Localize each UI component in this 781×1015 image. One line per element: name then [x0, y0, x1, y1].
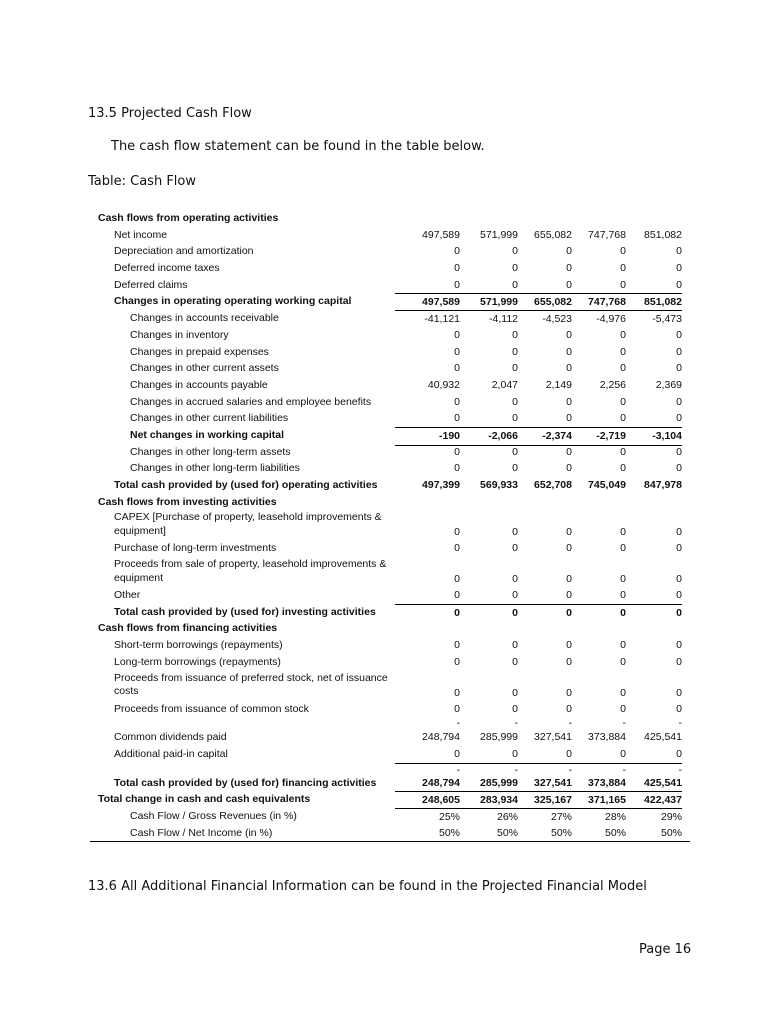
row-value: 0 — [620, 686, 626, 699]
row-value: 0 — [620, 573, 626, 586]
row-value: 0 — [676, 245, 682, 258]
row-value: 0 — [620, 526, 626, 539]
row-value: 373,884 — [588, 731, 626, 744]
row-value: 285,999 — [480, 731, 518, 744]
row-value: 371,165 — [588, 794, 626, 807]
table-row — [90, 763, 690, 775]
table-row — [90, 654, 690, 671]
table-row — [90, 243, 690, 260]
row-value: 0 — [512, 262, 518, 275]
row-value: 50% — [660, 826, 682, 839]
row-value: 0 — [512, 639, 518, 652]
row-value: 29% — [660, 810, 682, 823]
row-value: 0 — [512, 445, 518, 458]
row-value: 40,932 — [427, 378, 460, 391]
row-value: 0 — [566, 606, 572, 619]
row-value: 0 — [620, 589, 626, 602]
row-label: Changes in other long-term liabilities — [130, 462, 300, 475]
row-label: Long-term borrowings (repayments) — [114, 655, 281, 668]
row-value: 0 — [454, 589, 460, 602]
row-value: 0 — [676, 395, 682, 408]
table-row — [90, 637, 690, 654]
row-value: 0 — [512, 245, 518, 258]
row-value: 0 — [512, 412, 518, 425]
row-value: 0 — [566, 542, 572, 555]
row-value: 0 — [512, 395, 518, 408]
table-row — [90, 377, 690, 394]
row-value: 0 — [620, 655, 626, 668]
row-value: 0 — [620, 606, 626, 619]
row-value: 0 — [620, 262, 626, 275]
row-label: Changes in operating operating working capital — [114, 295, 352, 308]
row-value: 2,369 — [655, 378, 682, 391]
row-value: 0 — [454, 686, 460, 699]
row-value: 0 — [676, 278, 682, 291]
row-value: 0 — [676, 573, 682, 586]
table-row — [90, 671, 690, 701]
row-value: 0 — [676, 702, 682, 715]
row-value: 0 — [454, 362, 460, 375]
table-row — [90, 327, 690, 344]
row-value: 0 — [676, 328, 682, 341]
row-value: 497,399 — [422, 479, 460, 491]
row-label: Purchase of long-term investments — [114, 542, 277, 555]
row-value: 571,999 — [480, 296, 518, 309]
table-row — [90, 510, 690, 540]
table-row — [90, 775, 690, 792]
table-row — [90, 427, 690, 444]
row-label: Cash flows from operating activities — [98, 212, 279, 224]
table-row — [90, 717, 690, 729]
row-value: 0 — [620, 747, 626, 760]
table-row — [90, 310, 690, 327]
row-value: 0 — [676, 462, 682, 475]
row-label: Other — [114, 589, 141, 602]
row-value: -2,066 — [488, 429, 518, 442]
row-value: 25% — [438, 810, 460, 823]
row-value: - — [678, 717, 682, 730]
table-row — [90, 360, 690, 377]
row-label: Proceeds from issuance of common stock — [114, 702, 309, 715]
row-value: 327,541 — [534, 776, 572, 789]
row-value: 0 — [454, 747, 460, 760]
cash-flow-table — [90, 210, 690, 842]
row-label: Deferred income taxes — [114, 262, 220, 275]
row-label: Changes in accrued salaries and employee benefits — [130, 395, 372, 408]
row-value: 373,884 — [588, 776, 626, 789]
row-value: 0 — [676, 412, 682, 425]
row-value: 0 — [512, 747, 518, 760]
row-label: Total cash provided by (used for) financing activities — [114, 776, 377, 789]
row-value: 0 — [620, 278, 626, 291]
row-label: Common dividends paid — [114, 731, 227, 744]
row-value: 283,934 — [480, 794, 518, 807]
row-value: 0 — [620, 542, 626, 555]
row-value: 425,541 — [644, 776, 682, 789]
row-value: 0 — [454, 702, 460, 715]
row-value: 0 — [512, 655, 518, 668]
row-label: Changes in accounts receivable — [130, 312, 279, 325]
row-value: 0 — [454, 345, 460, 358]
row-value: 0 — [620, 328, 626, 341]
table-row — [90, 587, 690, 604]
row-value: -41,121 — [424, 313, 460, 326]
row-value: 0 — [566, 639, 572, 652]
row-value: 422,437 — [644, 794, 682, 807]
row-value: 655,082 — [534, 228, 572, 241]
row-label: Changes in other long-term assets — [130, 445, 291, 458]
row-value: 50% — [604, 826, 626, 839]
row-value: 0 — [676, 345, 682, 358]
row-label: Cash Flow / Gross Revenues (in %) — [130, 809, 297, 822]
row-value: 0 — [512, 573, 518, 586]
row-value: 0 — [676, 639, 682, 652]
row-value: -5,473 — [652, 313, 682, 326]
row-value: 26% — [496, 810, 518, 823]
row-value: 0 — [454, 526, 460, 539]
table-row — [90, 791, 690, 808]
row-value: 0 — [566, 573, 572, 586]
row-label: Cash Flow / Net Income (in %) — [130, 826, 273, 839]
table-row — [90, 210, 690, 227]
row-value: 27% — [550, 810, 572, 823]
row-value: 327,541 — [534, 731, 572, 744]
row-value: 497,589 — [422, 296, 460, 309]
row-label: Total cash provided by (used for) operating activities — [114, 479, 378, 491]
row-value: 0 — [454, 542, 460, 555]
row-label: Additional paid-in capital — [114, 747, 228, 760]
row-value: 0 — [566, 362, 572, 375]
row-value: 285,999 — [480, 776, 518, 789]
row-label: Total change in cash and cash equivalents — [98, 793, 311, 806]
row-value: 0 — [620, 702, 626, 715]
table-row — [90, 277, 690, 294]
row-value: 851,082 — [644, 228, 682, 241]
row-label: Cash flows from financing activities — [98, 622, 278, 635]
row-value: 248,794 — [422, 731, 460, 744]
table-row — [90, 444, 690, 461]
table-caption: Table: Cash Flow — [88, 174, 196, 189]
table-row — [90, 460, 690, 477]
row-value: - — [456, 717, 460, 730]
row-label: Proceeds from sale of property, leasehold improvements & equipment — [114, 558, 387, 584]
table-row — [90, 260, 690, 277]
row-value: 0 — [620, 412, 626, 425]
row-value: 0 — [454, 328, 460, 341]
row-value: 0 — [566, 262, 572, 275]
row-value: 0 — [512, 362, 518, 375]
table-row — [90, 746, 690, 763]
row-value: 0 — [454, 278, 460, 291]
row-value: 0 — [566, 589, 572, 602]
row-value: 0 — [512, 345, 518, 358]
page-number: Page 16 — [639, 942, 692, 957]
row-value: 0 — [676, 542, 682, 555]
row-value: -4,112 — [489, 313, 518, 326]
table-row — [90, 494, 690, 511]
table-row — [90, 227, 690, 244]
table-row — [90, 557, 690, 587]
row-value: 0 — [566, 345, 572, 358]
table-row — [90, 701, 690, 718]
row-value: 0 — [512, 702, 518, 715]
row-value: 0 — [620, 345, 626, 358]
row-value: 0 — [566, 395, 572, 408]
row-value: 0 — [676, 686, 682, 699]
row-value: 0 — [676, 526, 682, 539]
row-label: Depreciation and amortization — [114, 245, 254, 258]
row-label: CAPEX [Purchase of property, leasehold improvements & equipment] — [114, 511, 382, 537]
row-value: 497,589 — [422, 228, 460, 241]
row-value: 0 — [454, 573, 460, 586]
row-value: 655,082 — [534, 296, 572, 309]
row-value: 0 — [566, 526, 572, 539]
row-label: Cash flows from investing activities — [98, 495, 277, 508]
row-value: - — [622, 717, 626, 730]
row-value: 0 — [620, 445, 626, 458]
row-value: 0 — [676, 445, 682, 458]
row-value: 0 — [566, 328, 572, 341]
row-label: Changes in other current liabilities — [130, 412, 289, 425]
row-value: 0 — [512, 278, 518, 291]
row-value: 0 — [620, 362, 626, 375]
row-value: 0 — [676, 262, 682, 275]
row-value: 0 — [676, 655, 682, 668]
row-value: - — [514, 717, 518, 730]
row-label: Net income — [114, 228, 168, 241]
row-label: Short-term borrowings (repayments) — [114, 639, 283, 652]
row-value: 0 — [566, 445, 572, 458]
table-row — [90, 604, 690, 621]
row-value: 0 — [512, 328, 518, 341]
row-label: Proceeds from issuance of preferred stock, net of issuance costs — [114, 671, 388, 697]
row-label: Changes in inventory — [130, 328, 229, 341]
row-value: 0 — [454, 395, 460, 408]
row-value: 0 — [512, 526, 518, 539]
row-value: -190 — [438, 429, 460, 442]
row-value: 0 — [454, 639, 460, 652]
row-value: - — [622, 763, 626, 776]
row-value: - — [568, 763, 572, 776]
row-value: 0 — [676, 362, 682, 375]
row-value: 747,768 — [588, 296, 626, 309]
row-value: 0 — [454, 262, 460, 275]
row-value: 0 — [454, 462, 460, 475]
row-value: 0 — [676, 747, 682, 760]
row-value: 0 — [512, 686, 518, 699]
row-value: 2,256 — [599, 378, 626, 391]
row-value: 0 — [512, 606, 518, 619]
row-label: Changes in other current assets — [130, 362, 279, 375]
table-row — [90, 729, 690, 746]
row-value: 0 — [620, 395, 626, 408]
table-row — [90, 410, 690, 427]
table-row — [90, 394, 690, 411]
table-row — [90, 620, 690, 637]
table-row — [90, 825, 690, 843]
row-value: -4,523 — [542, 313, 572, 326]
row-value: 0 — [512, 542, 518, 555]
row-value: 0 — [566, 702, 572, 715]
row-value: 0 — [454, 412, 460, 425]
table-row — [90, 477, 690, 494]
row-value: 2,149 — [545, 378, 572, 391]
row-value: 0 — [512, 462, 518, 475]
row-value: 0 — [454, 245, 460, 258]
row-value: 50% — [496, 826, 518, 839]
row-value: 847,978 — [644, 479, 682, 491]
row-label: Changes in accounts payable — [130, 378, 268, 391]
row-value: - — [568, 717, 572, 730]
row-value: 0 — [454, 445, 460, 458]
footer-heading: 13.6 All Additional Financial Information can be found in the Projected Financial Model — [88, 879, 647, 894]
row-value: 0 — [620, 639, 626, 652]
row-label: Net changes in working capital — [130, 428, 285, 441]
row-label: Changes in prepaid expenses — [130, 345, 269, 358]
row-value: 248,794 — [422, 776, 460, 789]
row-value: - — [678, 763, 682, 776]
row-value: 0 — [566, 278, 572, 291]
row-value: 571,999 — [480, 228, 518, 241]
row-label: Deferred claims — [114, 278, 188, 291]
row-value: 0 — [566, 245, 572, 258]
row-value: 569,933 — [480, 479, 518, 491]
table-row — [90, 344, 690, 361]
row-value: - — [456, 763, 460, 776]
row-value: 0 — [676, 589, 682, 602]
row-value: - — [514, 763, 518, 776]
row-value: 50% — [550, 826, 572, 839]
row-value: 0 — [620, 245, 626, 258]
row-value: 0 — [566, 462, 572, 475]
row-value: 745,049 — [588, 479, 626, 491]
row-value: 0 — [620, 462, 626, 475]
row-value: 0 — [566, 747, 572, 760]
row-value: -3,104 — [652, 429, 682, 442]
row-value: 2,047 — [491, 378, 518, 391]
table-row — [90, 808, 690, 825]
row-value: 0 — [566, 655, 572, 668]
row-value: 0 — [676, 606, 682, 619]
section-heading: 13.5 Projected Cash Flow — [88, 106, 252, 121]
row-value: -2,719 — [596, 429, 626, 442]
table-row — [90, 540, 690, 557]
row-value: 0 — [454, 655, 460, 668]
row-value: 0 — [566, 412, 572, 425]
row-value: 851,082 — [644, 296, 682, 309]
row-value: 0 — [512, 589, 518, 602]
table-row — [90, 293, 690, 310]
row-value: 50% — [438, 826, 460, 839]
row-value: 0 — [454, 606, 460, 619]
row-value: 747,768 — [588, 228, 626, 241]
intro-text: The cash flow statement can be found in the table below. — [111, 139, 485, 154]
row-value: -2,374 — [542, 429, 572, 442]
row-value: 425,541 — [644, 731, 682, 744]
row-label: Total cash provided by (used for) investing activities — [114, 605, 376, 618]
row-value: -4,976 — [596, 313, 626, 326]
row-value: 652,708 — [534, 479, 572, 491]
row-value: 325,167 — [534, 794, 572, 807]
row-value: 28% — [604, 810, 626, 823]
row-value: 0 — [566, 686, 572, 699]
row-value: 248,605 — [422, 794, 460, 807]
